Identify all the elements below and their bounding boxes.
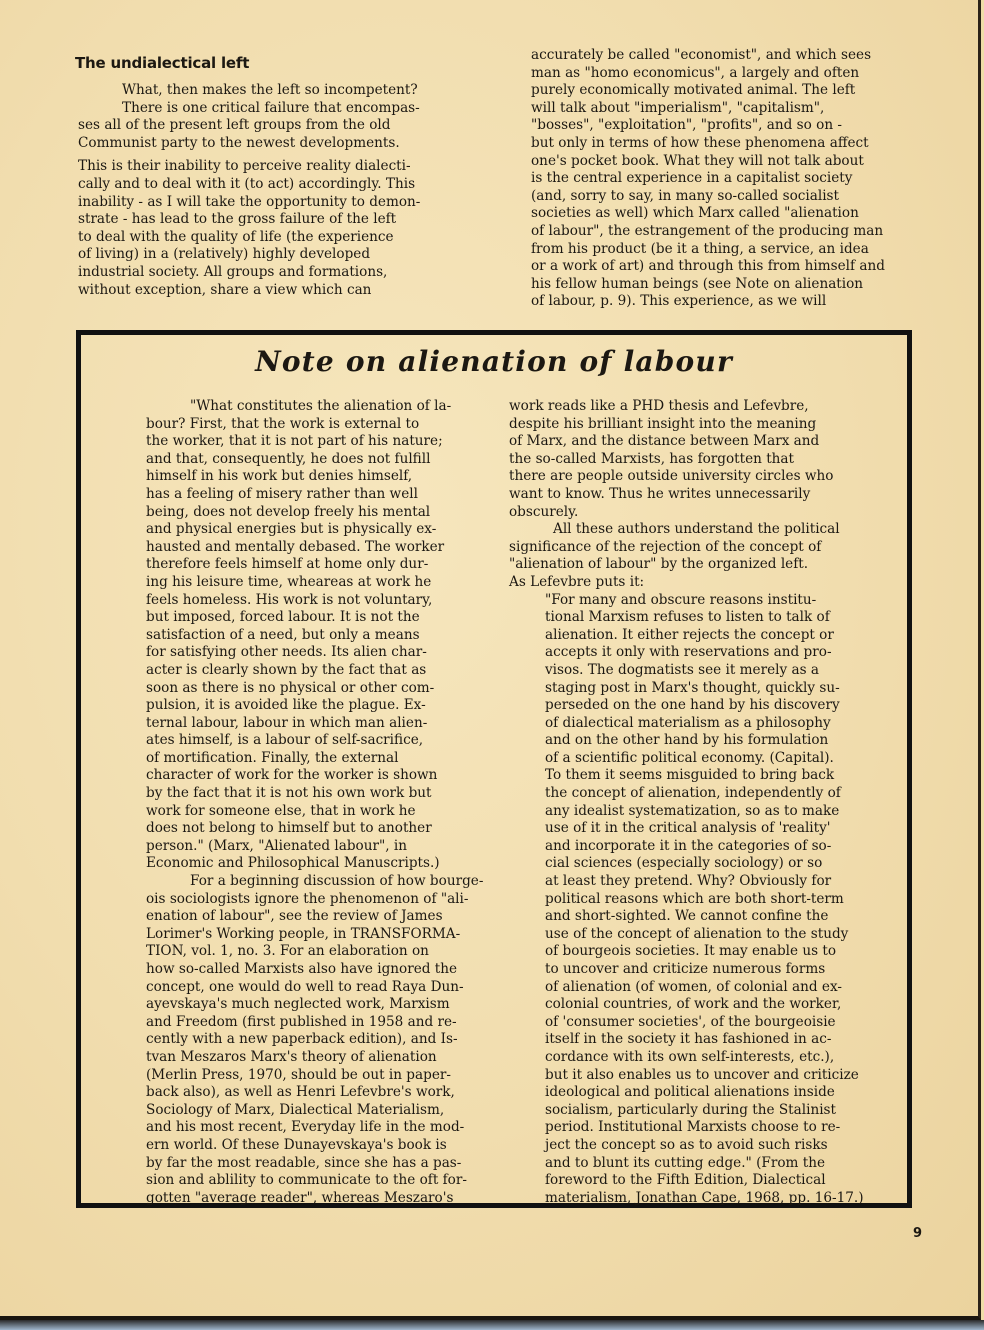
text-line: enation of labour", see the review of James [146,908,443,925]
text-line: but imposed, forced labour. It is not the [146,609,420,626]
text-line: does not belong to himself but to another [146,820,432,837]
text-line: one's pocket book. What they will not talk about [531,152,864,169]
text-line: Communist party to the newest developments. [78,134,400,151]
text-line: visos. The dogmatists see it merely as a [545,661,819,678]
article-column-right [531,47,885,311]
text-line: societies as well) which Marx called "alienation [531,205,859,222]
text-line: perseded on the one hand by his discovery [545,697,840,714]
text-line: of mortification. Finally, the external [146,749,399,766]
text-line: by far the most readable, since she has a pas- [146,1154,462,1171]
text-line: foreword to the Fifth Edition, Dialectical [545,1172,826,1189]
text-line: industrial society. All groups and formations, [78,263,388,280]
text-line: Economic and Philosophical Manuscripts.) [146,855,440,872]
text-line: Sociology of Marx, Dialectical Materialism, [146,1101,445,1118]
text-line: cally and to deal with it (to act) accordingly. This [78,175,416,192]
text-line: work for someone else, that in work he [146,802,416,819]
text-line: ing his leisure time, wheareas at work he [146,573,432,590]
text-line: cordance with its own self-interests, etc.), [545,1048,835,1065]
text-line: tional Marxism refuses to listen to talk of [545,609,830,626]
text-line: of bourgeois societies. It may enable us to [545,943,837,960]
text-line: at least they pretend. Why? Obviously for [545,873,832,890]
text-line: man as "homo economicus", a largely and often [531,64,860,81]
text-line: obscurely. [509,503,579,520]
text-line: strate - has lead to the gross failure of the left [78,211,397,228]
text-line: political reasons which are both short-term [545,890,844,907]
text-line: bour? First, that the work is external to [146,415,420,432]
text-line: of dialectical materialism as a philosophy [545,714,831,731]
text-line: and to blunt its cutting edge." (From the [545,1154,825,1171]
text-line: of labour", the estrangement of the producing man [531,222,884,239]
text-line: This is their inability to perceive reality dialecti- [78,158,411,175]
text-line: All these authors understand the political [553,521,840,538]
text-line: want to know. Thus he writes unnecessarily [509,485,811,502]
text-line: has a feeling of misery rather than well [146,485,418,502]
text-line: gotten "average reader", whereas Meszaro's [146,1189,454,1206]
text-line: any idealist systematization, so as to make [545,802,840,819]
page-number: 9 [913,1226,923,1241]
text-line: ses all of the present left groups from the old [78,117,391,134]
text-line: of a scientific political economy. (Capital). [545,749,834,766]
section-heading: The undialectical left [75,54,250,72]
text-line: pulsion, it is avoided like the plague. Ex- [146,697,426,714]
text-line: cial sciences (especially sociology) or so [545,855,823,872]
text-line: What, then makes the left so incompetent? [122,82,418,98]
text-line: period. Institutional Marxists choose to re- [545,1119,841,1136]
text-line: ject the concept so as to avoid such risks [545,1136,828,1153]
text-line: how so-called Marxists also have ignored the [146,961,458,977]
text-line: of Marx, and the distance between Marx and [509,433,820,450]
text-line: To them it seems misguided to bring back [545,767,835,784]
text-line: sion and ablility to communicate to the oft for- [146,1172,467,1189]
article-column-left [78,82,420,299]
text-line: without exception, share a view which can [78,281,372,298]
note-column-left [146,398,483,1207]
text-line: cently with a new paperback edition), and Is- [146,1031,458,1048]
text-line: tvan Meszaros Marx's theory of alienation [146,1048,437,1065]
page-edge-shadow [0,1320,984,1330]
text-line: "bosses", "exploitation", "profits", and so on - [531,117,843,134]
text-line: There is one critical failure that encompas- [122,99,420,116]
text-line: but only in terms of how these phenomena affect [531,134,869,151]
text-line: but it also enables us to uncover and criticize [545,1066,859,1083]
note-box-title: Note on alienation of labour [255,345,733,378]
text-line: himself in his work but denies himself, [146,468,413,485]
text-line: and on the other hand by his formulation [545,732,829,749]
text-line: and his most recent, Everyday life in the mod- [146,1119,465,1136]
text-line: accurately be called "economist", and which sees [531,47,872,63]
text-line: and physical energies but is physically ex- [146,521,437,538]
text-line: (Merlin Press, 1970, should be out in paper- [146,1066,451,1083]
text-line: "What constitutes the alienation of la- [190,398,452,414]
text-line: inability - as I will take the opportunity to demon- [78,193,421,210]
text-line: use of it in the critical analysis of 'reality' [545,820,831,837]
text-line: the worker, that it is not part of his nature; [146,433,443,450]
text-line: of alienation (of women, of colonial and ex- [545,978,842,995]
text-line: there are people outside university circles who [509,468,834,485]
text-line: despite his brilliant insight into the meaning [509,415,817,432]
text-line: alienation. It either rejects the concept or [545,626,834,643]
text-line: from his product (be it a thing, a service, an idea [531,240,869,257]
text-line: is the central experience in a capitalist society [531,170,853,187]
text-line: ayevskaya's much neglected work, Marxism [146,996,450,1013]
text-line: socialism, particularly during the Stalinist [545,1101,836,1118]
text-line: ois sociologists ignore the phenomenon of "ali- [146,890,469,907]
text-line: or a work of art) and through this from himself and [531,258,885,275]
text-line: ternal labour, labour in which man alien- [146,714,428,731]
text-line: of living) in a (relatively) highly developed [78,246,371,263]
text-line: for satisfying other needs. Its alien char- [146,644,427,661]
text-line: As Lefevbre puts it: [509,573,645,590]
text-line: of 'consumer societies', of the bourgeoisie [545,1013,836,1030]
text-line: and incorporate it in the categories of so- [545,837,832,854]
text-line: ates himself, is a labour of self-sacrifice, [146,732,424,749]
text-line: ideological and political alienations inside [545,1084,835,1101]
note-column-right [509,398,864,1207]
text-line: person." (Marx, "Alienated labour", in [146,837,407,854]
text-line: acter is clearly shown by the fact that as [146,661,427,678]
text-line: colonial countries, of work and the worker, [545,996,842,1013]
text-line: being, does not develop freely his mental [146,503,431,520]
text-line: his fellow human beings (see Note on alienation [531,275,864,292]
text-line: concept, one would do well to read Raya Dun- [146,978,464,995]
text-line: accepts it only with reservations and pro- [545,644,832,661]
text-line: work reads like a PHD thesis and Lefevbre, [509,398,809,414]
text-line: purely economically motivated animal. The left [531,82,856,99]
text-line: use of the concept of alienation to the study [545,925,849,942]
text-line: ern world. Of these Dunayevskaya's book is [146,1136,447,1153]
text-line: materialism, Jonathan Cape, 1968, pp. 16-17.) [545,1189,864,1206]
text-line: and Freedom (first published in 1958 and re- [146,1013,457,1030]
text-line: feels homeless. His work is not voluntary, [146,591,433,608]
text-line: (and, sorry to say, in many so-called socialist [531,187,839,204]
text-line: itself in the society it has fashioned in ac- [545,1031,832,1048]
text-line: "alienation of labour" by the organized left. [509,556,809,573]
text-line: back also), as well as Henri Lefevbre's work, [146,1084,455,1101]
text-line: the concept of alienation, independently of [545,785,841,802]
text-line: TION, vol. 1, no. 3. For an elaboration on [146,943,429,960]
text-line: significance of the rejection of the concept of [509,538,822,555]
text-line: satisfaction of a need, but only a means [146,626,420,643]
text-line: the so-called Marxists, has forgotten that [509,450,794,467]
text-line: hausted and mentally debased. The worker [146,538,445,555]
text-line: to uncover and criticize numerous forms [545,961,826,977]
text-line: character of work for the worker is shown [146,767,438,784]
text-line: For a beginning discussion of how bourge- [190,873,484,890]
text-line: therefore feels himself at home only dur- [146,556,429,573]
text-line: to deal with the quality of life (the experience [78,228,394,245]
text-line: soon as there is no physical or other com- [146,679,435,696]
text-line: staging post in Marx's thought, quickly su- [545,679,840,696]
text-line: of labour, p. 9). This experience, as we will [531,293,827,310]
text-line: and that, consequently, he does not fulfill [146,450,431,467]
text-line: and short-sighted. We cannot confine the [545,908,829,925]
text-line: Lorimer's Working people, in TRANSFORMA- [146,925,461,942]
text-line: "For many and obscure reasons institu- [545,591,817,608]
text-line: will talk about "imperialism", "capitalism", [531,99,825,116]
text-line: by the fact that it is not his own work but [146,785,432,802]
